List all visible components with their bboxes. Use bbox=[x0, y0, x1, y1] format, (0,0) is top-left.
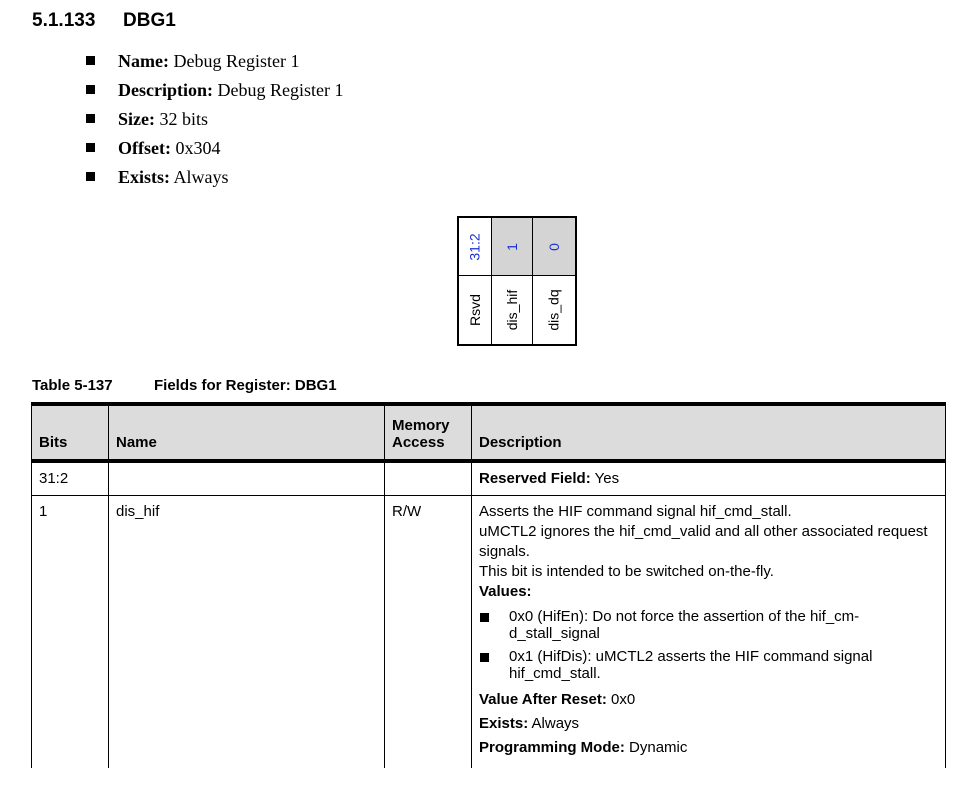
value-item: 0x0 (HifEn): Do not force the assertion of the hif_cm- d_stall_signal bbox=[479, 608, 938, 642]
header-memory-access: Memory Access bbox=[385, 404, 472, 461]
register-properties bbox=[86, 47, 343, 192]
bullet-square-icon bbox=[86, 56, 95, 65]
bitmap-field-dis-dq: dis_dq bbox=[533, 276, 576, 346]
bitmap-bit-31-2: 31:2 bbox=[458, 217, 491, 276]
table-header-row bbox=[32, 404, 946, 461]
table-row bbox=[32, 461, 946, 496]
cell-access: R/W bbox=[385, 496, 472, 769]
bullet-square-icon bbox=[86, 172, 95, 181]
cell-description bbox=[472, 496, 946, 769]
value-item: 0x1 (HifDis): uMCTL2 asserts the HIF command signal hif_cmd_stall. bbox=[479, 648, 938, 682]
section-number: 5.1.133 bbox=[32, 10, 96, 31]
cell-description: Reserved Field: Yes bbox=[472, 461, 946, 496]
bullet-square-icon bbox=[480, 613, 489, 622]
property-exists: Exists: Always bbox=[86, 163, 343, 192]
description-line: Asserts the HIF command signal hif_cmd_stall. bbox=[479, 503, 792, 520]
cell-bits: 31:2 bbox=[32, 461, 109, 496]
header-name: Name bbox=[109, 404, 385, 461]
cell-name bbox=[109, 461, 385, 496]
table-number: Table 5-137 bbox=[32, 377, 113, 394]
bitmap-bit-0: 0 bbox=[533, 217, 576, 276]
property-description: Description: Debug Register 1 bbox=[86, 76, 343, 105]
header-description: Description bbox=[472, 404, 946, 461]
cell-bits: 1 bbox=[32, 496, 109, 769]
property-name: Name: Debug Register 1 bbox=[86, 47, 343, 76]
table-title: Fields for Register: DBG1 bbox=[154, 377, 337, 394]
fields-table bbox=[31, 402, 946, 768]
bitmap-field-rsvd: Rsvd bbox=[458, 276, 491, 346]
bullet-square-icon bbox=[480, 653, 489, 662]
cell-name: dis_hif bbox=[109, 496, 385, 769]
section-heading bbox=[32, 10, 176, 32]
bullet-square-icon bbox=[86, 143, 95, 152]
values-list bbox=[479, 608, 938, 682]
register-bitmap bbox=[457, 216, 577, 346]
header-bits: Bits bbox=[32, 404, 109, 461]
bullet-square-icon bbox=[86, 114, 95, 123]
table-row bbox=[32, 496, 946, 769]
description-line: This bit is intended to be switched on-the-fly. bbox=[479, 563, 774, 580]
cell-access bbox=[385, 461, 472, 496]
description-line: uMCTL2 ignores the hif_cmd_valid and all other associated request signals. bbox=[479, 523, 928, 560]
programming-mode: Programming Mode: Dynamic bbox=[479, 739, 688, 756]
property-offset: Offset: 0x304 bbox=[86, 134, 343, 163]
section-title: DBG1 bbox=[123, 10, 176, 31]
values-label: Values: bbox=[479, 583, 532, 600]
property-size: Size: 32 bits bbox=[86, 105, 343, 134]
exists: Exists: Always bbox=[479, 715, 580, 732]
bitmap-bit-1: 1 bbox=[491, 217, 532, 276]
value-after-reset: Value After Reset: 0x0 bbox=[479, 691, 636, 708]
bitmap-field-dis-hif: dis_hif bbox=[491, 276, 532, 346]
table-caption bbox=[32, 377, 337, 394]
bullet-square-icon bbox=[86, 85, 95, 94]
